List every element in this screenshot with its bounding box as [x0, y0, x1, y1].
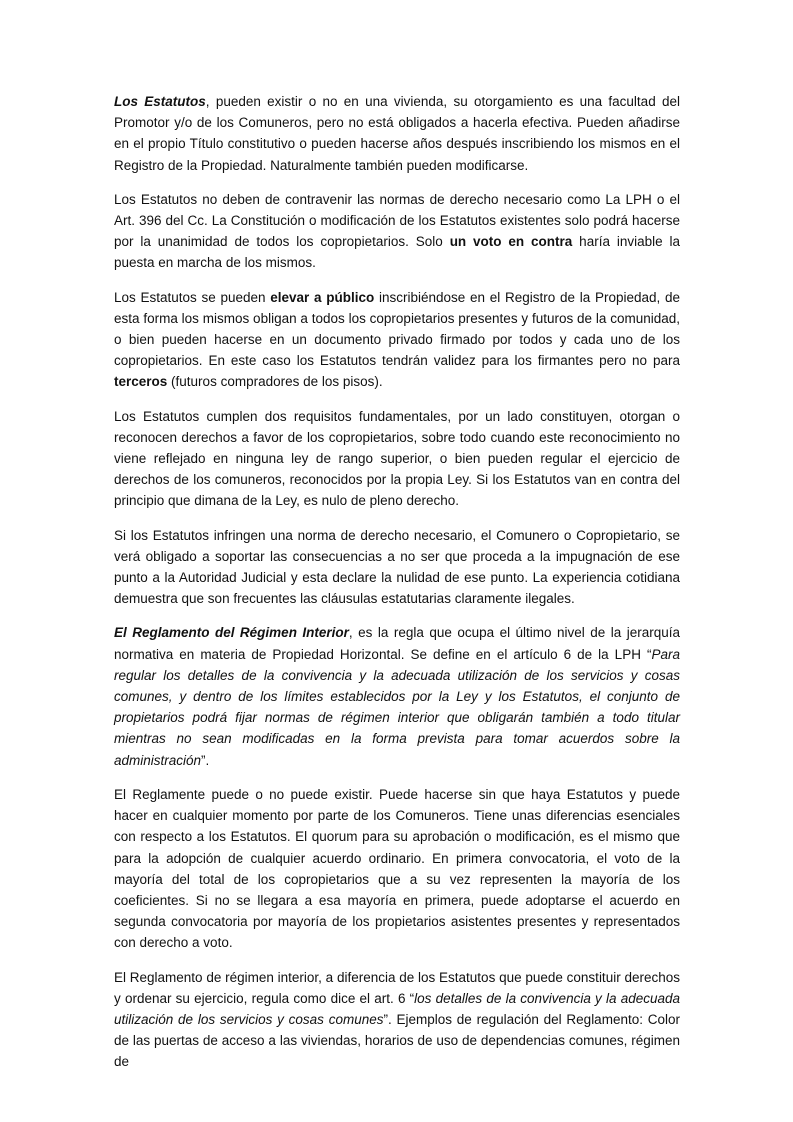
paragraph-reglamento-definicion	[114, 622, 680, 770]
text-segment: ”. Ejemplos de regulación del Reglamento: Color de las puertas de acceso a las viviendas, horarios de uso de dependencias comunes, régimen de	[114, 1011, 680, 1070]
text-segment: , es la regla que ocupa el último nivel de la jerarquía normativa en materia de Propiedad Horizontal. Se define en el artículo 6 de la LPH “	[114, 625, 681, 662]
text-segment: haría inviable la puesta en marcha de los mismos.	[114, 234, 680, 271]
text-segment: ”.	[201, 752, 210, 768]
emphasis-terceros: terceros	[114, 374, 168, 390]
paragraph-estatutos-impugnacion	[114, 525, 680, 610]
emphasis-elevar-a-publico: elevar a público	[270, 289, 375, 305]
paragraph-reglamento-ejemplos	[114, 967, 680, 1073]
text-segment: , pueden existir o no en una vivienda, su otorgamiento es una facultad del Promotor y/o de los Comuneros, pero no está obligados a hacerla efectiva. Pueden añadirse en el propio Título constitutivo o pueden hacerse años después inscribiendo los mismos en el Registro de la Propiedad. Naturalmente también pueden modificarse.	[114, 94, 680, 173]
term-los-estatutos: Los Estatutos	[114, 94, 206, 109]
paragraph-estatutos-requisitos	[114, 406, 680, 512]
text-segment: Los Estatutos no deben de contravenir las normas de derecho necesario como La LPH o el Art. 396 del Cc. La Constitución o modificación de los Estatutos existentes solo podrá hacerse por la unanimidad de todos los copropietarios. Solo	[114, 191, 680, 250]
quote-articulo-6: Para regular los detalles de la convivencia y la adecuada utilización de los servicios y cosas comunes, y dentro de los límites establecidos por la Ley y los Estatutos, el conjunto de propietarios podrá fijar normas de régimen interior que obligarán también a todo titular mientras no sean modificadas en la forma prevista para tomar acuerdos sobre la administración	[114, 646, 680, 768]
emphasis-un-voto-en-contra: un voto en contra	[449, 234, 573, 250]
text-segment: inscribiéndose en el Registro de la Propiedad, de esta forma los mismos obligan a todos los copropietarios presentes y futuros de la comunidad, o bien pueden hacerse en un documento privado firmado por todos y cada uno de los copropietarios. En este caso los Estatutos tendrán validez para los firmantes pero no para	[114, 289, 681, 369]
paragraph-estatutos-registro	[114, 287, 680, 393]
paragraph-estatutos-definicion	[114, 91, 680, 176]
term-reglamento-regimen-interior: El Reglamento del Régimen Interior	[114, 625, 349, 641]
text-segment: Los Estatutos cumplen dos requisitos fundamentales, por un lado constituyen, otorgan o reconocen derechos a favor de los copropietarios, sobre todo cuando este reconocimiento no viene reflejado en ninguna ley de rango superior, o bien pueden regular el ejercicio de derechos de los comuneros, reconocidos por la propia Ley. Si los Estatutos van en contra del principio que dimana de la Ley, es nulo de pleno derecho.	[114, 408, 680, 509]
quote-articulo-6-detalles: los detalles de la convivencia y la adecuada utilización de los servicios y cosas comunes	[114, 990, 681, 1027]
text-segment: Si los Estatutos infringen una norma de derecho necesario, el Comunero o Copropietario, se verá obligado a soportar las consecuencias a no ser que proceda a la impugnación de ese punto a la Autoridad Judicial y esta declare la nulidad de ese punto. La experiencia cotidiana demuestra que son frecuentes las cláusulas estatutarias claramente ilegales.	[114, 527, 680, 607]
paragraph-estatutos-unanimidad	[114, 189, 680, 274]
text-segment: El Reglamente puede o no puede existir. Puede hacerse sin que haya Estatutos y puede hacer en cualquier momento por parte de los Comuneros. Tiene unas diferencias esenciales con respecto a los Estatutos. El quorum para su aprobación o modificación, es el mismo que para la adopción de cualquier acuerdo ordinario. En primera convocatoria, el voto de la mayoría del total de los copropietarios que a su vez representen la mayoría de los coeficientes. Si no se llegara a esa mayoría en primera, puede adoptarse el acuerdo en segunda convocatoria por mayoría de los propietarios asistentes presentes y representados con derecho a voto.	[114, 786, 680, 951]
text-segment: (futuros compradores de los pisos).	[167, 374, 383, 390]
paragraph-reglamento-aprobacion	[114, 784, 680, 954]
text-segment: El Reglamento de régimen interior, a diferencia de los Estatutos que puede constituir derechos y ordenar su ejercicio, regula como dice el art. 6 “	[114, 969, 680, 1006]
text-segment: Los Estatutos se pueden	[114, 289, 271, 305]
